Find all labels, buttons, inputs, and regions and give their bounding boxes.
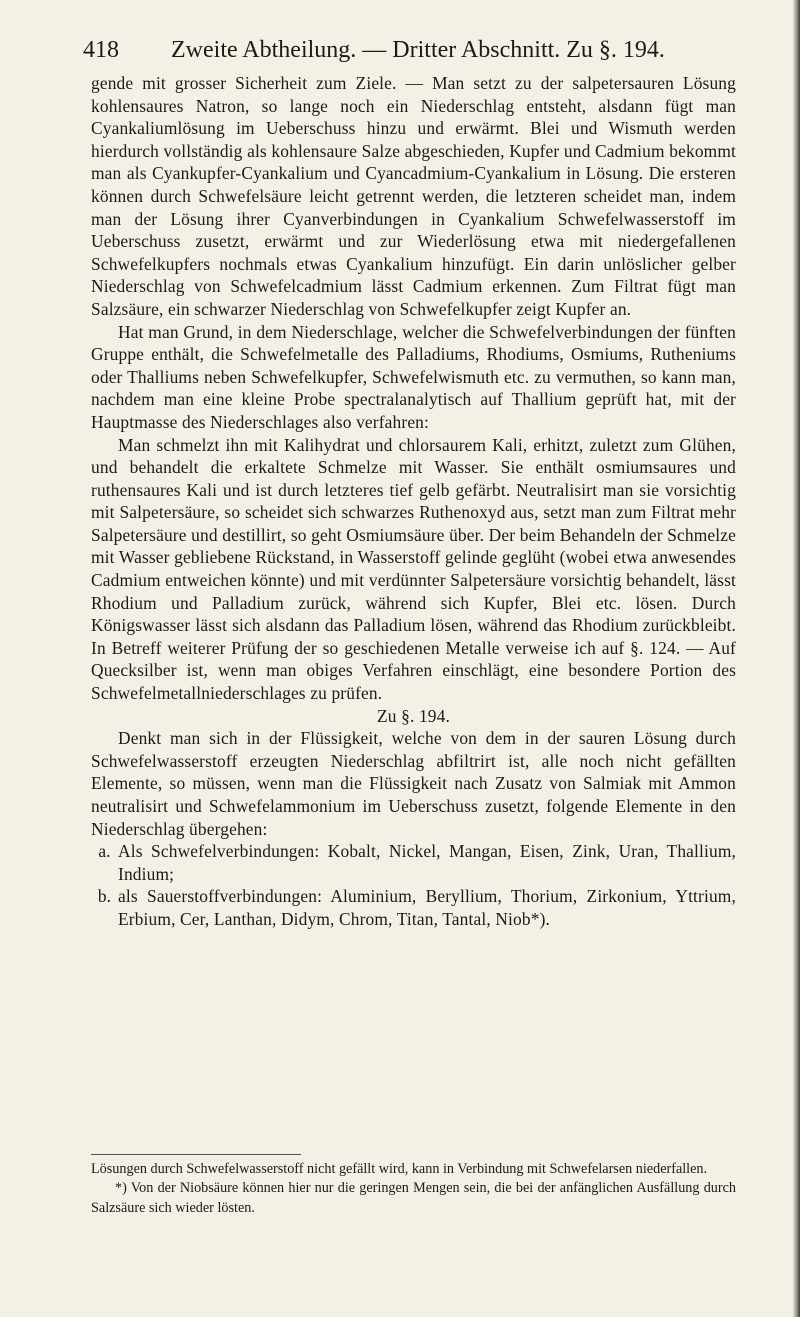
list-item [91,885,736,930]
page-edge-shadow [793,0,800,1317]
footnote-divider [91,1154,301,1155]
paragraph-procedure: Man schmelzt ihn mit Kalihydrat und chlorsaurem Kali, erhitzt, zuletzt zum Glühen, und behandelt die erkaltete Schmelze mit Wasser. Sie enthält osmiumsaures und ruthensaures Kali und ist durch letzteres tief gelb gefärbt. Neutralisirt man sie vorsichtig mit Salpetersäure, so scheidet sich schwarzes Ruthenoxyd aus, setzt man zum Filtrat mehr Salpetersäure und destillirt, so geht Osmiumsäure über. Der beim Behandeln der Schmelze mit Wasser gebliebene Rückstand, in Wasserstoff gelinde geglüht (wobei etwa anwesendes Cadmium entweichen könnte) und mit verdünnter Salpetersäure vorsichtig behandelt, lässt Rhodium und Palladium zurück, während sich Kupfer, Blei etc. lösen. Durch Königswasser lässt sich alsdann das Palladium lösen, während das Rhodium zurückbleibt. In Betreff weiterer Prüfung der so geschiedenen Metalle verweise ich auf §. 124. — Auf Quecksilber ist, wenn man obiges Verfahren einschlägt, eine besondere Portion des Schwefelmetallniederschlages zu prüfen. [91,434,736,704]
footnote-niob: *) Von der Niobsäure können hier nur die geringen Mengen sein, die bei der anfänglichen Ausfällung durch Salzsäure sich wieder lösten. [91,1180,736,1216]
list-item-label: a. [98,841,111,862]
page-number: 418 [83,37,119,63]
list-item-text: Als Schwefelverbindungen: Kobalt, Nickel, Mangan, Eisen, Zink, Uran, Thallium, Indium; [118,841,736,884]
paragraph-continuation: gende mit grosser Sicherheit zum Ziele. — Man setzt zu der salpetersauren Lösung kohlensaures Natron, so lange noch ein Niederschlag entsteht, alsdann fügt man Cyankaliumlösung im Ueberschuss hinzu und erwärmt. Blei und Wismuth werden hierdurch vollständig als kohlensaure Salze abgeschieden, Kupfer und Cadmium bekommt man als Cyankupfer-Cyankalium und Cyancadmium-Cyankalium in Lösung. Die ersteren können durch Schwefelsäure leicht getrennt werden, die letzteren scheidet man, indem man der Lösung ihrer Cyanverbindungen in Cyankalium Schwefelwasserstoff im Ueberschuss zusetzt, erwärmt und zur Wiederlösung etwa mit niedergefallenen Schwefelkupfers nochmals etwas Cyankalium hinzufügt. Ein darin unlöslicher gelber Niederschlag von Schwefelcadmium lässt Cadmium erkennen. Zum Filtrat fügt man Salzsäure, ein schwarzer Niederschlag von Schwefelkupfer zeigt Kupfer an. [91,73,736,319]
running-header [83,34,737,66]
footnote-continuation: Lösungen durch Schwefelwasserstoff nicht gefällt wird, kann in Verbindung mit Schwefelarsen niederfallen. [91,1161,708,1177]
list-item [91,840,736,885]
paragraph-sulfide-group: Hat man Grund, in dem Niederschlage, welcher die Schwefelverbindungen der fünften Gruppe enthält, die Schwefelmetalle des Palladiums, Rhodiums, Osmiums, Rutheniums oder Thalliums neben Schwefelkupfer, Schwefelwismuth etc. zu vermuthen, so kann man, nachdem man eine kleine Probe spectralanalytisch auf Thallium geprüft hat, mit der Hauptmasse des Niederschlages also verfahren: [91,321,736,432]
paragraph-section-intro: Denkt man sich in der Flüssigkeit, welche von dem in der sauren Lösung durch Schwefelwasserstoff erzeugten Niederschlag abfiltrirt ist, alle noch nicht gefällten Elemente, so müssen, wenn man die Flüssigkeit nach Zusatz von Salmiak mit Ammon neutralisirt und Schwefelammonium im Ueberschuss zusetzt, folgende Elemente in den Niederschlag übergehen: [91,728,736,839]
running-title: Zweite Abtheilung. — Dritter Abschnitt. Zu §. 194. [171,37,665,63]
list-item-label: b. [97,886,112,907]
list-item-text: als Sauerstoffverbindungen: Aluminium, Beryllium, Thorium, Zirkonium, Yttrium, Erbium, Cer, Lanthan, Didym, Chrom, Titan, Tantal, Niob*). [118,886,736,929]
section-heading: Zu §. 194. [377,705,450,726]
footnotes [91,1160,736,1218]
main-text [91,72,736,931]
